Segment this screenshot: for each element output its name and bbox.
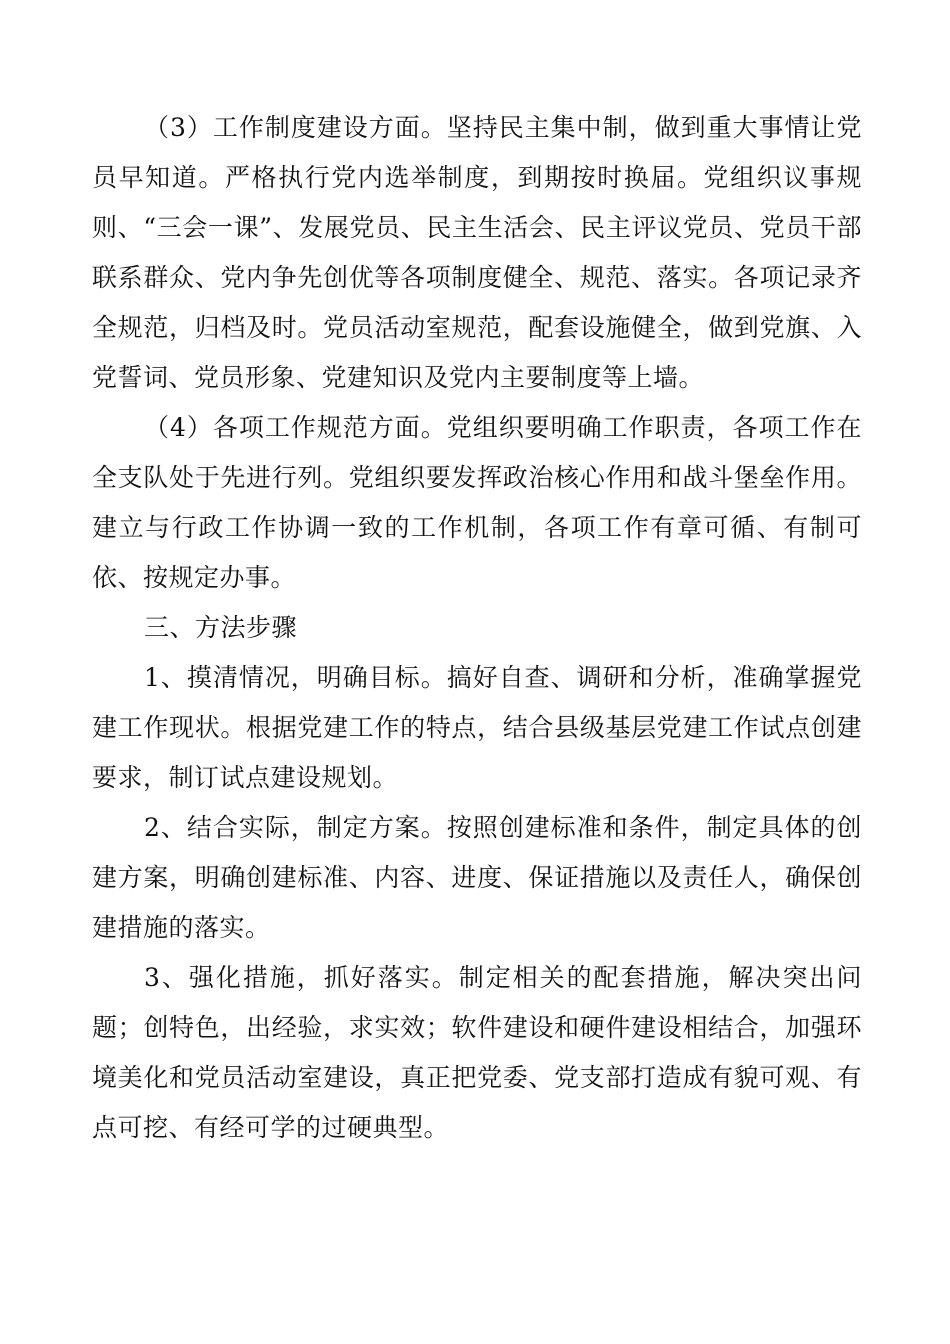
section-heading-methods: 三、方法步骤 (144, 613, 298, 642)
paragraph-work-norms: （4）各项工作规范方面。党组织要明确工作职责，各项工作在全支队处于先进行列。党组织要发挥政治核心作用和战斗堡垒作用。建立与行政工作协调一致的工作机制，各项工作有章可循、有制可依、按规定办事。 (92, 413, 862, 592)
paragraph-work-system: （3）工作制度建设方面。坚持民主集中制，做到重大事情让党员早知道。严格执行党内选举制度，到期按时换届。党组织议事规则、“三会一课”、发展党员、民主生活会、民主评议党员、党员干部联系群众、党内争先创优等各项制度健全、规范、落实。各项记录齐全规范，归档及时。党员活动室规范，配套设施健全，做到党旗、入党誓词、党员形象、党建知识及党内主要制度等上墙。 (92, 113, 862, 392)
paragraph-step-3: 3、强化措施，抓好落实。制定相关的配套措施，解决突出问题；创特色，出经验，求实效；软件建设和硬件建设相结合，加强环境美化和党员活动室建设，真正把党委、党支部打造成有貌可观、有点可挖、有经可学的过硬典型。 (92, 963, 862, 1142)
paragraph-step-1: 1、摸清情况，明确目标。搞好自查、调研和分析，准确掌握党建工作现状。根据党建工作的特点，结合县级基层党建工作试点创建要求，制订试点建设规划。 (92, 663, 862, 792)
document-body (92, 103, 862, 1153)
paragraph-step-2: 2、结合实际，制定方案。按照创建标准和条件，制定具体的创建方案，明确创建标准、内容、进度、保证措施以及责任人，确保创建措施的落实。 (92, 813, 862, 942)
